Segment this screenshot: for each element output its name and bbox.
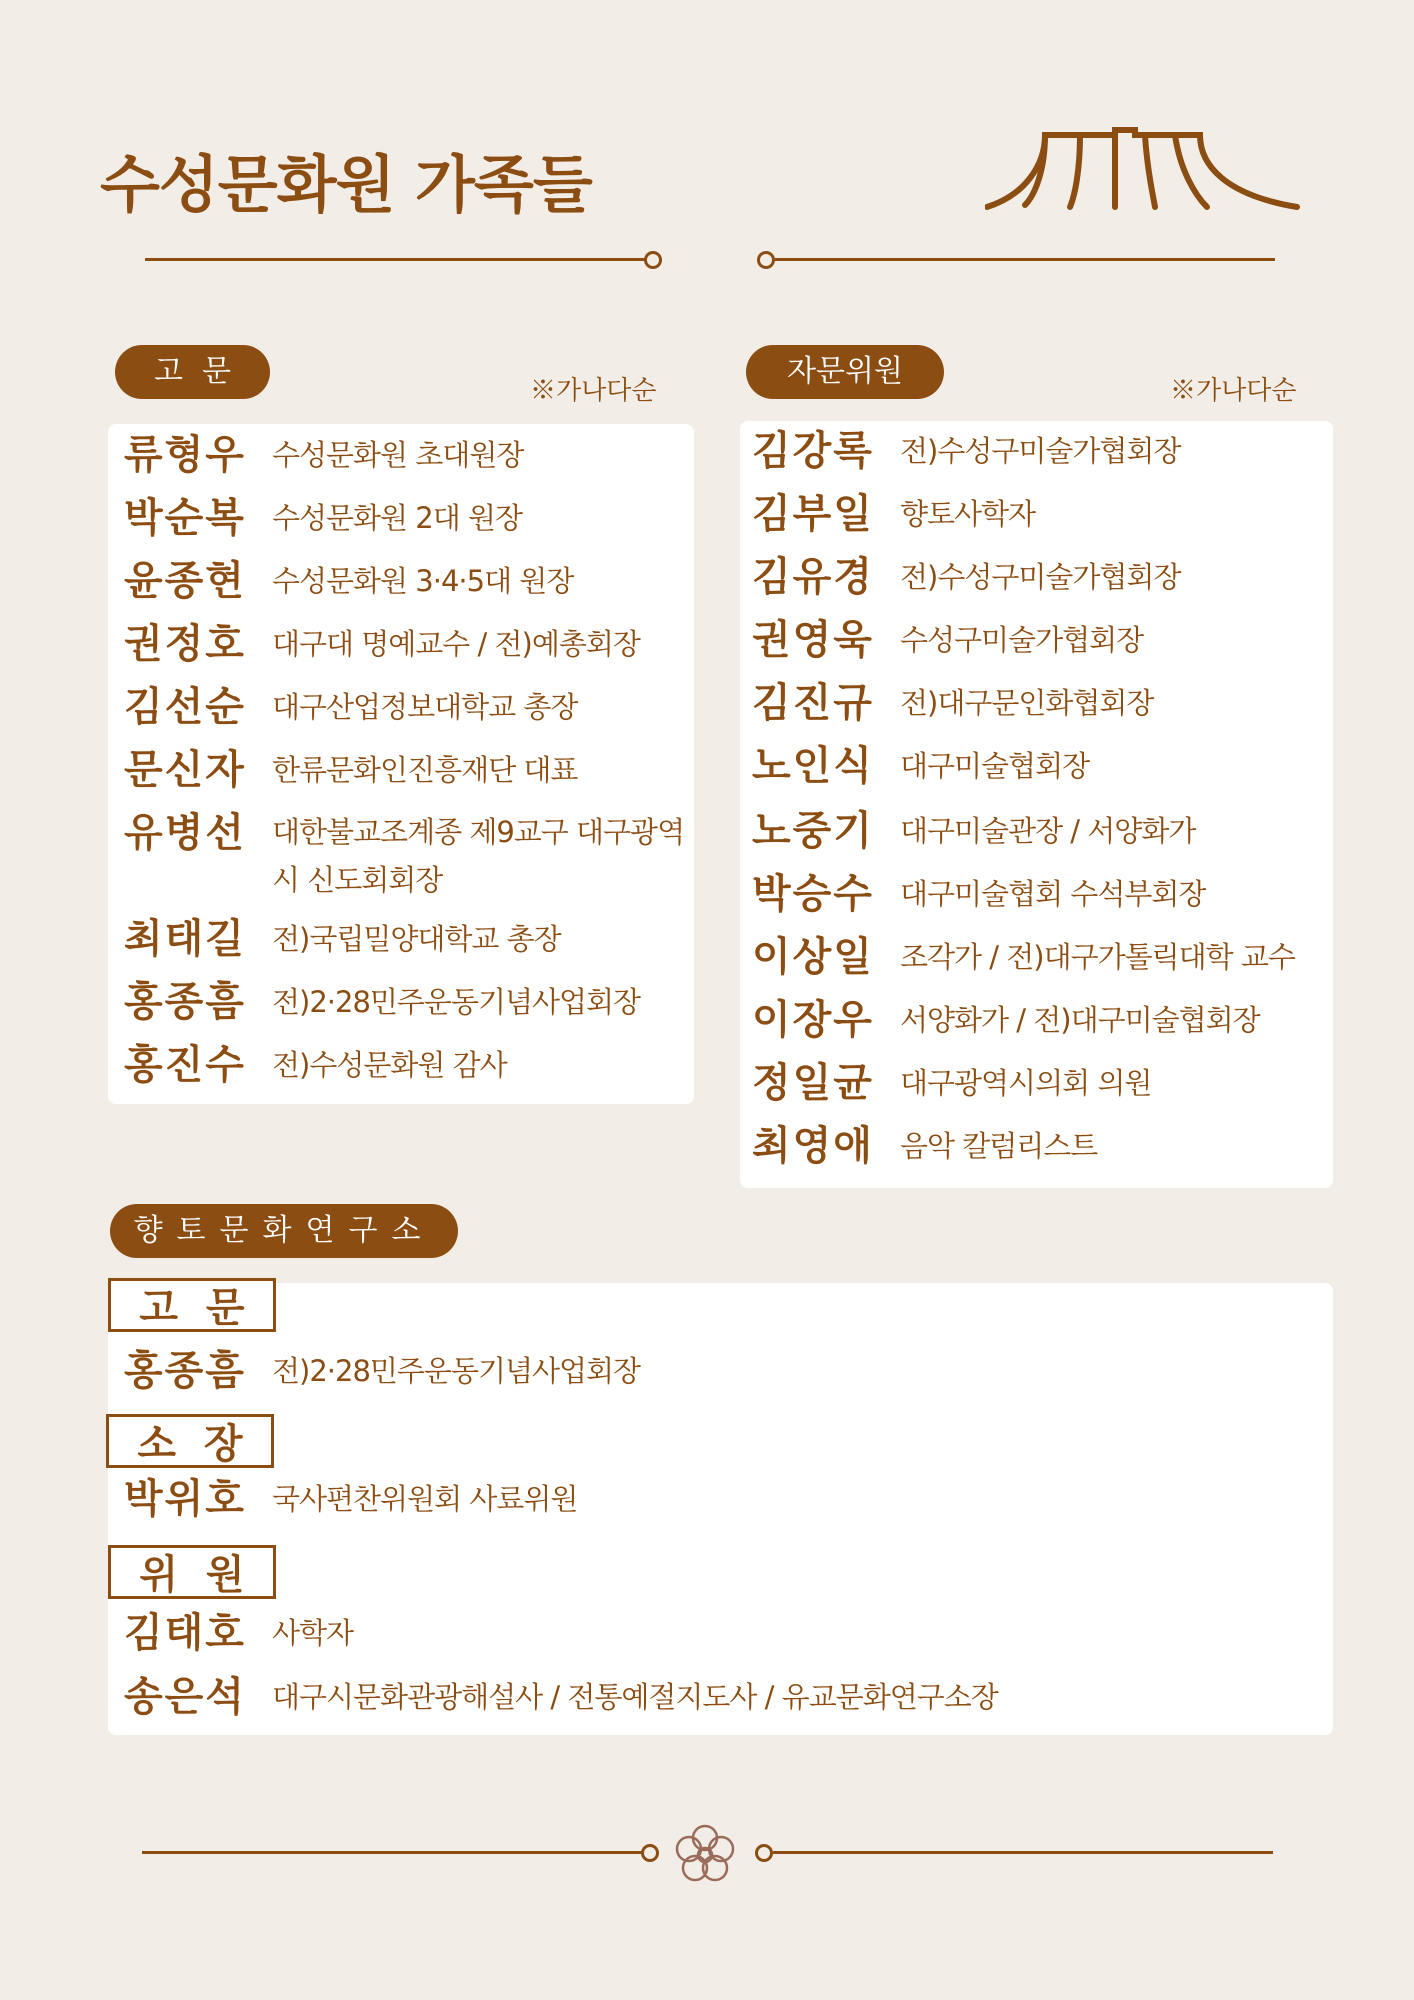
- member-desc: 전)2·28민주운동기념사업회장: [272, 1354, 641, 1388]
- member-row: [124, 808, 692, 904]
- member-desc: 전)국립밀양대학교 총장: [272, 922, 561, 956]
- member-name: 이상일: [752, 933, 874, 980]
- member-name: 권정호: [124, 620, 246, 667]
- member-desc: 대구시문화관광해설사 / 전통예절지도사 / 유교문화연구소장: [272, 1680, 998, 1714]
- member-row: [752, 741, 1089, 791]
- member-row: [124, 745, 577, 795]
- member-name: 권영욱: [752, 616, 874, 663]
- member-desc: 전)2·28민주운동기념사업회장: [272, 985, 641, 1019]
- member-desc: 국사편찬위원회 사료위원: [272, 1482, 578, 1516]
- member-row: [124, 1608, 353, 1658]
- member-desc: 음악 칼럼리스트: [900, 1129, 1098, 1163]
- member-row: [124, 619, 640, 669]
- member-row: [752, 1058, 1151, 1108]
- member-name: 박위호: [124, 1475, 246, 1522]
- group-label-director: 소 장: [106, 1414, 274, 1468]
- member-desc: 한류문화인진흥재단 대표: [272, 753, 578, 787]
- member-desc: 조각가 / 전)대구가톨릭대학 교수: [900, 940, 1295, 974]
- footer-divider-knob: [641, 1844, 659, 1862]
- committee-order-note: ※가나다순: [1170, 376, 1297, 406]
- member-desc: 사학자: [272, 1616, 354, 1650]
- group-label-members: 위 원: [108, 1545, 276, 1599]
- footer-divider-knob: [755, 1844, 773, 1862]
- member-name: 최태길: [124, 915, 246, 962]
- divider-left: [145, 258, 645, 261]
- member-name: 박승수: [752, 870, 874, 917]
- member-name: 송은석: [124, 1673, 246, 1720]
- member-row: [124, 977, 640, 1027]
- member-desc: 향토사학자: [900, 497, 1036, 531]
- member-row: [752, 806, 1195, 856]
- member-row: [752, 932, 1295, 982]
- member-name: 최영애: [752, 1122, 874, 1169]
- member-row: [124, 1672, 998, 1722]
- member-row: [752, 1121, 1097, 1171]
- member-name: 김선순: [124, 683, 246, 730]
- member-name: 김강록: [752, 427, 874, 474]
- group-label-advisor: 고 문: [108, 1278, 276, 1332]
- member-name: 노중기: [752, 807, 874, 854]
- member-desc: 대구미술협회 수석부회장: [900, 877, 1206, 911]
- member-name: 홍종흠: [124, 978, 246, 1025]
- page-title: 수성문화원 가족들: [100, 148, 592, 221]
- member-row: [752, 552, 1180, 602]
- member-name: 문신자: [124, 746, 246, 793]
- member-name: 정일균: [752, 1059, 874, 1106]
- member-desc: 대구미술협회장: [900, 749, 1090, 783]
- member-row: [124, 430, 523, 480]
- member-desc: 수성문화원 초대원장: [272, 438, 524, 472]
- member-row: [752, 615, 1143, 665]
- member-desc: 전)수성문화원 감사: [272, 1048, 507, 1082]
- member-desc: 대구대 명예교수 / 전)예총회장: [272, 627, 640, 661]
- member-row: [124, 493, 522, 543]
- member-name: 김진규: [752, 679, 874, 726]
- member-desc: 대구미술관장 / 서양화가: [900, 814, 1196, 848]
- member-name: 김태호: [124, 1609, 246, 1656]
- member-name: 윤종현: [124, 557, 246, 604]
- member-name: 노인식: [752, 742, 874, 789]
- member-row: [752, 678, 1153, 728]
- member-name: 홍종흠: [124, 1347, 246, 1394]
- roof-icon: [985, 125, 1305, 215]
- member-name: 박순복: [124, 494, 246, 541]
- member-row: [752, 869, 1205, 919]
- member-desc: 전)수성구미술가협회장: [900, 560, 1181, 594]
- member-row: [124, 914, 561, 964]
- member-name: 류형우: [124, 431, 246, 478]
- member-desc: 전)수성구미술가협회장: [900, 434, 1181, 468]
- member-name: 유병선: [124, 809, 246, 856]
- footer-divider-left: [142, 1851, 642, 1854]
- advisors-section-label: 고 문: [115, 345, 270, 399]
- member-desc: 수성문화원 3·4·5대 원장: [272, 564, 574, 598]
- member-row: [752, 426, 1180, 476]
- flower-ornament-icon: [672, 1822, 738, 1888]
- member-desc: 전)대구문인화협회장: [900, 686, 1154, 720]
- member-row: [124, 1040, 507, 1090]
- institute-section-label: 향토문화연구소: [110, 1204, 458, 1258]
- member-row: [752, 995, 1260, 1045]
- member-row: [124, 1346, 640, 1396]
- divider-knob: [644, 251, 662, 269]
- member-desc: 대한불교조계종 제9교구 대구광역시 신도회회장: [272, 815, 685, 897]
- member-name: 이장우: [752, 996, 874, 1043]
- member-row: [124, 1474, 577, 1524]
- member-row: [752, 489, 1035, 539]
- member-name: 홍진수: [124, 1041, 246, 1088]
- committee-section-label: 자문위원: [746, 345, 944, 399]
- member-desc: 수성문화원 2대 원장: [272, 501, 522, 535]
- divider-right: [775, 258, 1275, 261]
- member-name: 김부일: [752, 490, 874, 537]
- advisors-order-note: ※가나다순: [530, 376, 657, 406]
- divider-knob: [757, 251, 775, 269]
- member-desc: 대구산업정보대학교 총장: [272, 690, 578, 724]
- member-row: [124, 556, 573, 606]
- member-desc: 수성구미술가협회장: [900, 623, 1144, 657]
- footer-divider-right: [773, 1851, 1273, 1854]
- member-row: [124, 682, 577, 732]
- member-name: 김유경: [752, 553, 874, 600]
- member-desc: 서양화가 / 전)대구미술협회장: [900, 1003, 1260, 1037]
- member-desc: 대구광역시의회 의원: [900, 1066, 1152, 1100]
